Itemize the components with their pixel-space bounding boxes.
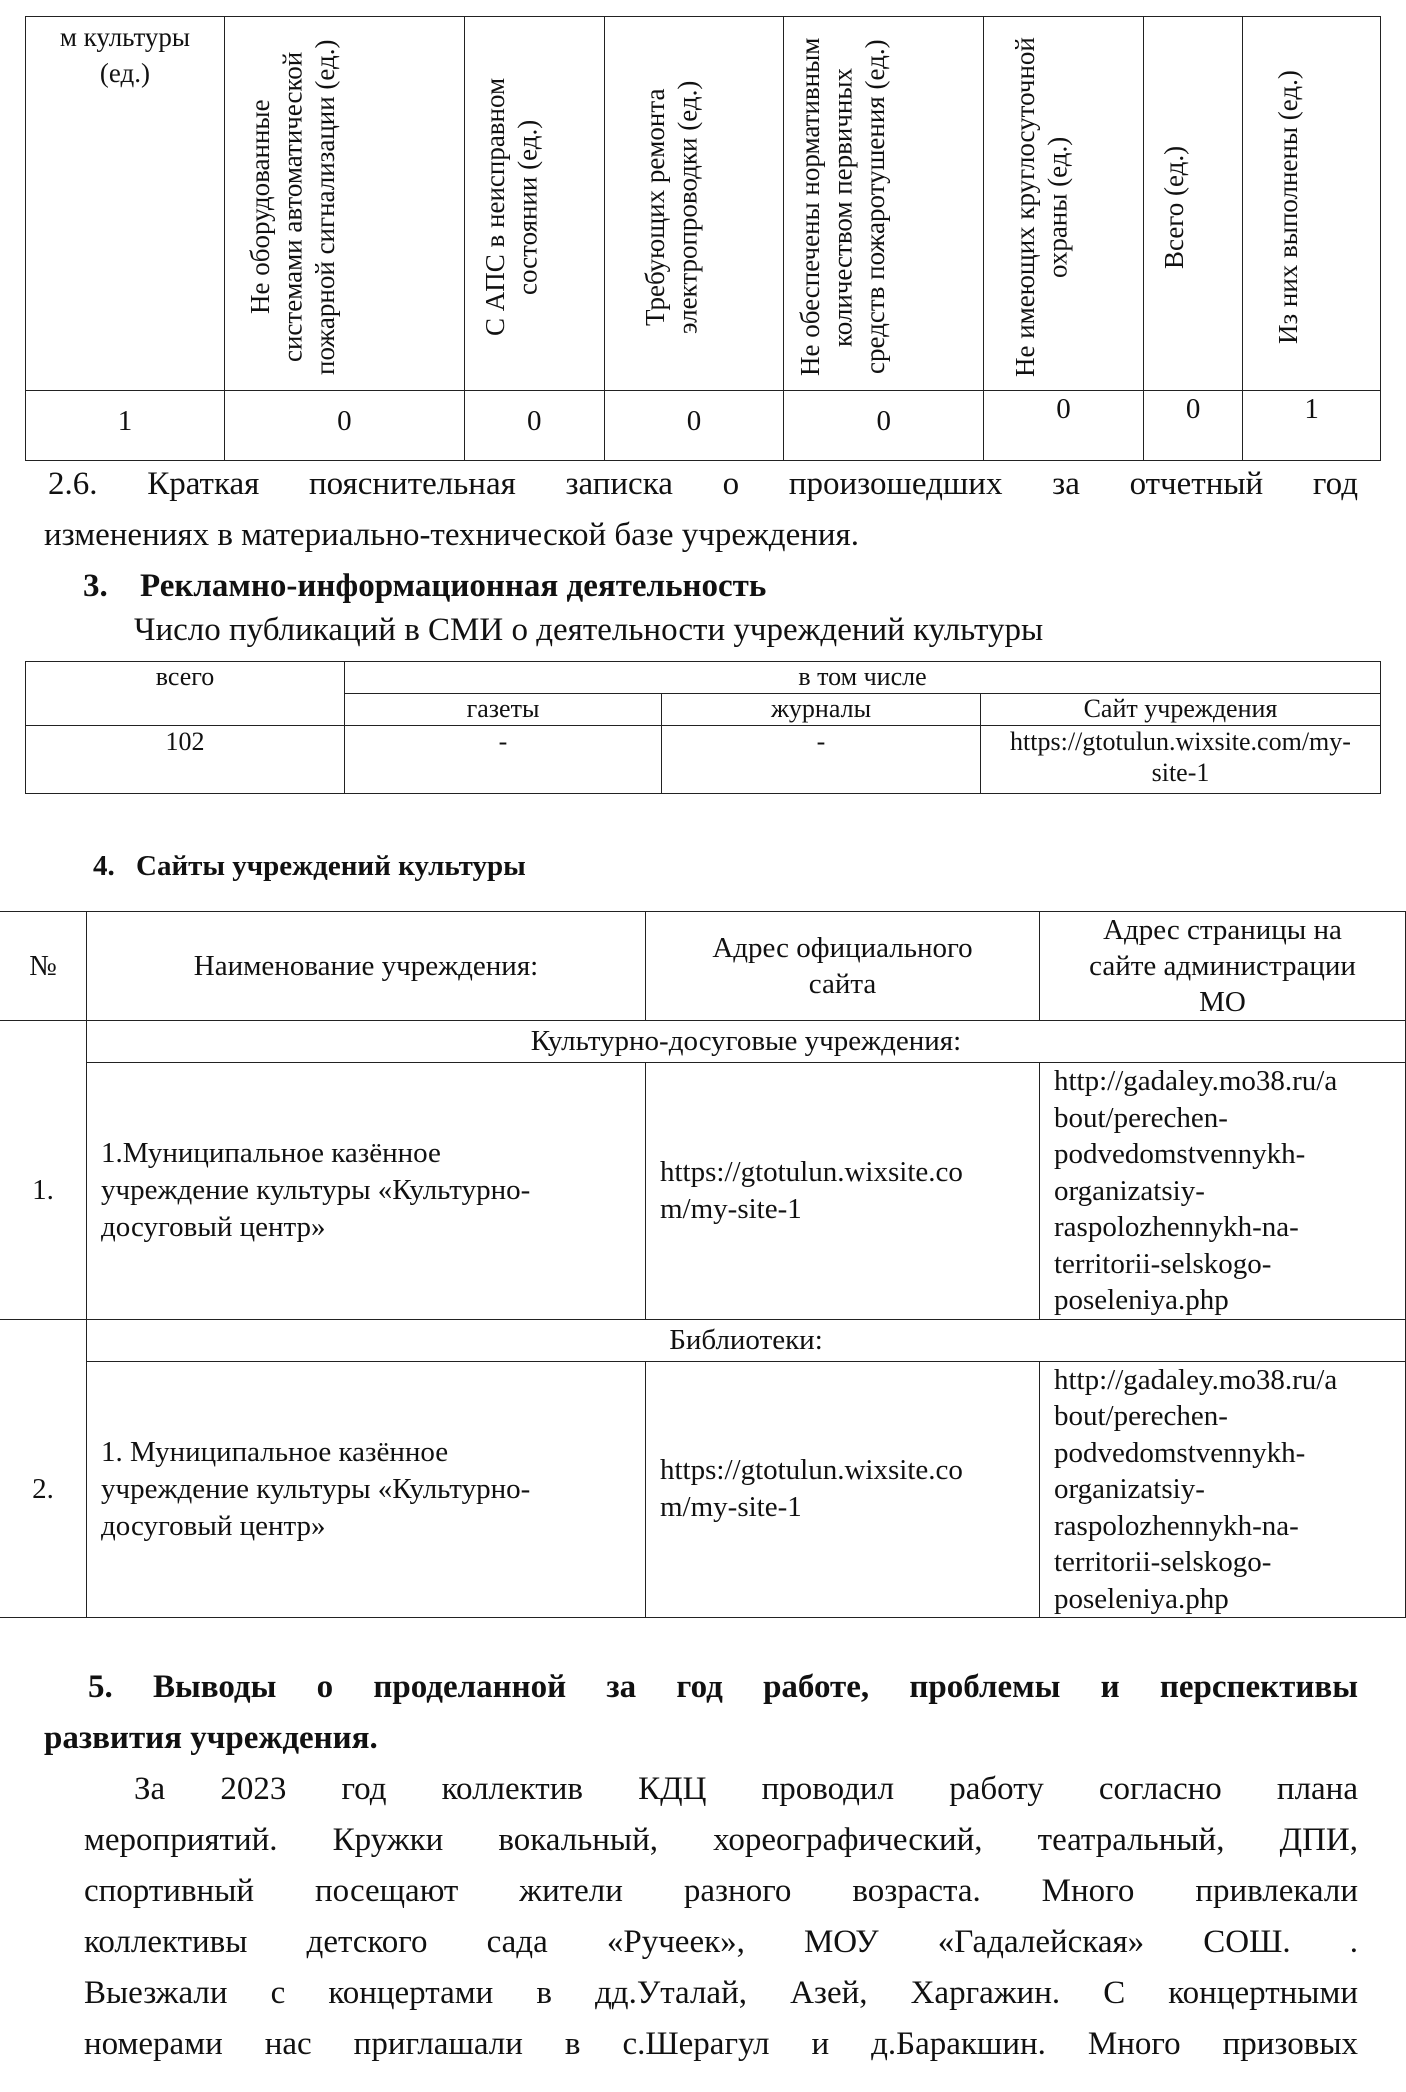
header-text: Не оборудованные системами автоматической пожарной сигнализации (ед.)	[245, 39, 341, 375]
num-header-cell: №	[0, 912, 87, 1021]
header-cell	[26, 17, 225, 391]
section-5-heading-line2: развития учреждения.	[44, 1720, 378, 1756]
institution-name-cell: 1. Муниципальное казённое учреждение культуры «Культурно- досуговый центр»	[87, 1361, 646, 1618]
value-cell: 1	[26, 391, 225, 461]
site-header-cell: Адрес официального сайта	[646, 912, 1040, 1021]
value-cell: 0	[984, 391, 1144, 461]
total-header-cell: всего	[26, 662, 345, 726]
header-text: Требующих ремонта электропроводки (ед.)	[639, 80, 703, 334]
header-text: Не обеспечены нормативным количеством первичных средств пожаротушения (ед.)	[794, 37, 890, 377]
section-4-heading	[93, 846, 526, 886]
section-number: 3.	[83, 568, 108, 604]
culture-sites-table	[0, 911, 1406, 1618]
header-cell	[984, 17, 1144, 391]
section-5-heading-line1: 5. Выводы о проделанной за год работе, проблемы и перспективы	[88, 1669, 1358, 1705]
header-cell	[1143, 17, 1242, 391]
paragraph-line: коллективы детского сада «Ручеек», МОУ «Гадалейская» СОШ. .	[84, 1924, 1358, 1960]
value-cell: 0	[604, 391, 784, 461]
section-number: 4.	[93, 850, 115, 882]
admin-header-cell: Адрес страницы на сайте администрации МО	[1040, 912, 1406, 1021]
official-site-cell: https://gtotulun.wixsite.co m/my-site-1	[646, 1063, 1040, 1320]
newspapers-header-cell: газеты	[345, 694, 662, 726]
incl-header-cell: в том числе	[345, 662, 1381, 694]
header-cell	[224, 17, 464, 391]
paragraph-line: спортивный посещают жители разного возраста. Много привлекали	[84, 1873, 1358, 1909]
row-number-cell: 2.	[0, 1319, 87, 1618]
section-title: Рекламно-информационная деятельность	[140, 568, 767, 604]
value-cell: 0	[224, 391, 464, 461]
name-header-cell: Наименование учреждения:	[87, 912, 646, 1021]
paragraph-line: мероприятий. Кружки вокальный, хореографический, театральный, ДПИ,	[84, 1822, 1358, 1858]
header-text: С АПС в неисправном состоянии (ед.)	[480, 77, 543, 337]
section-3-subtitle: Число публикаций в СМИ о деятельности учреждений культуры	[134, 612, 1044, 648]
official-site-cell: https://gtotulun.wixsite.co m/my-site-1	[646, 1361, 1040, 1618]
fire-safety-table	[25, 16, 1381, 461]
header-cell	[1243, 17, 1381, 391]
institution-name-cell: 1.Муниципальное казённое учреждение культуры «Культурно- досуговый центр»	[87, 1063, 646, 1320]
group-title-cell: Культурно-досуговые учреждения:	[87, 1021, 1406, 1063]
header-cell	[464, 17, 604, 391]
site-value-cell: https://gtotulun.wixsite.com/my- site-1	[981, 726, 1381, 794]
group-title-cell: Библиотеки:	[87, 1319, 1406, 1361]
section-title: Сайты учреждений культуры	[136, 850, 526, 882]
admin-page-cell: http://gadaley.mo38.ru/a bout/perechen- podvedomstvennykh- organizatsiy- raspolozhennykh-na- territorii-selskogo- poseleniya.php	[1040, 1063, 1406, 1320]
paragraph-line: номерами нас приглашали в с.Шерагул и д.Баракшин. Много призовых	[84, 2026, 1358, 2062]
magazines-value-cell: -	[662, 726, 981, 794]
header-cell	[784, 17, 984, 391]
total-value-cell: 102	[26, 726, 345, 794]
magazines-header-cell: журналы	[662, 694, 981, 726]
header-cell	[604, 17, 784, 391]
section-2-6-line1: 2.6. Краткая пояснительная записка о произошедших за отчетный год	[48, 466, 1358, 502]
value-cell: 0	[1143, 391, 1242, 461]
header-text: Из них выполнены (ед.)	[1272, 70, 1303, 344]
value-cell: 0	[464, 391, 604, 461]
site-header-cell: Сайт учреждения	[981, 694, 1381, 726]
header-text: Не имеющих круглосуточной охраны (ед.)	[1009, 37, 1072, 377]
media-publications-table	[25, 661, 1381, 794]
newspapers-value-cell: -	[345, 726, 662, 794]
admin-page-cell: http://gadaley.mo38.ru/a bout/perechen- podvedomstvennykh- organizatsiy- raspolozhennykh-na- territorii-selskogo- poseleniya.php	[1040, 1361, 1406, 1618]
value-cell: 1	[1243, 391, 1381, 461]
section-2-6-line2: изменениях в материально-технической базе учреждения.	[44, 517, 859, 553]
value-cell: 0	[784, 391, 984, 461]
paragraph-line: За 2023 год коллектив КДЦ проводил работу согласно плана	[134, 1771, 1358, 1807]
section-3-heading	[83, 563, 766, 609]
header-text: Всего (ед.)	[1159, 145, 1190, 269]
paragraph-line: Выезжали с концертами в дд.Уталай, Азей, Харгажин. С концертными	[84, 1975, 1358, 2011]
header-text: м культуры (ед.)	[59, 22, 191, 88]
row-number-cell: 1.	[0, 1021, 87, 1320]
